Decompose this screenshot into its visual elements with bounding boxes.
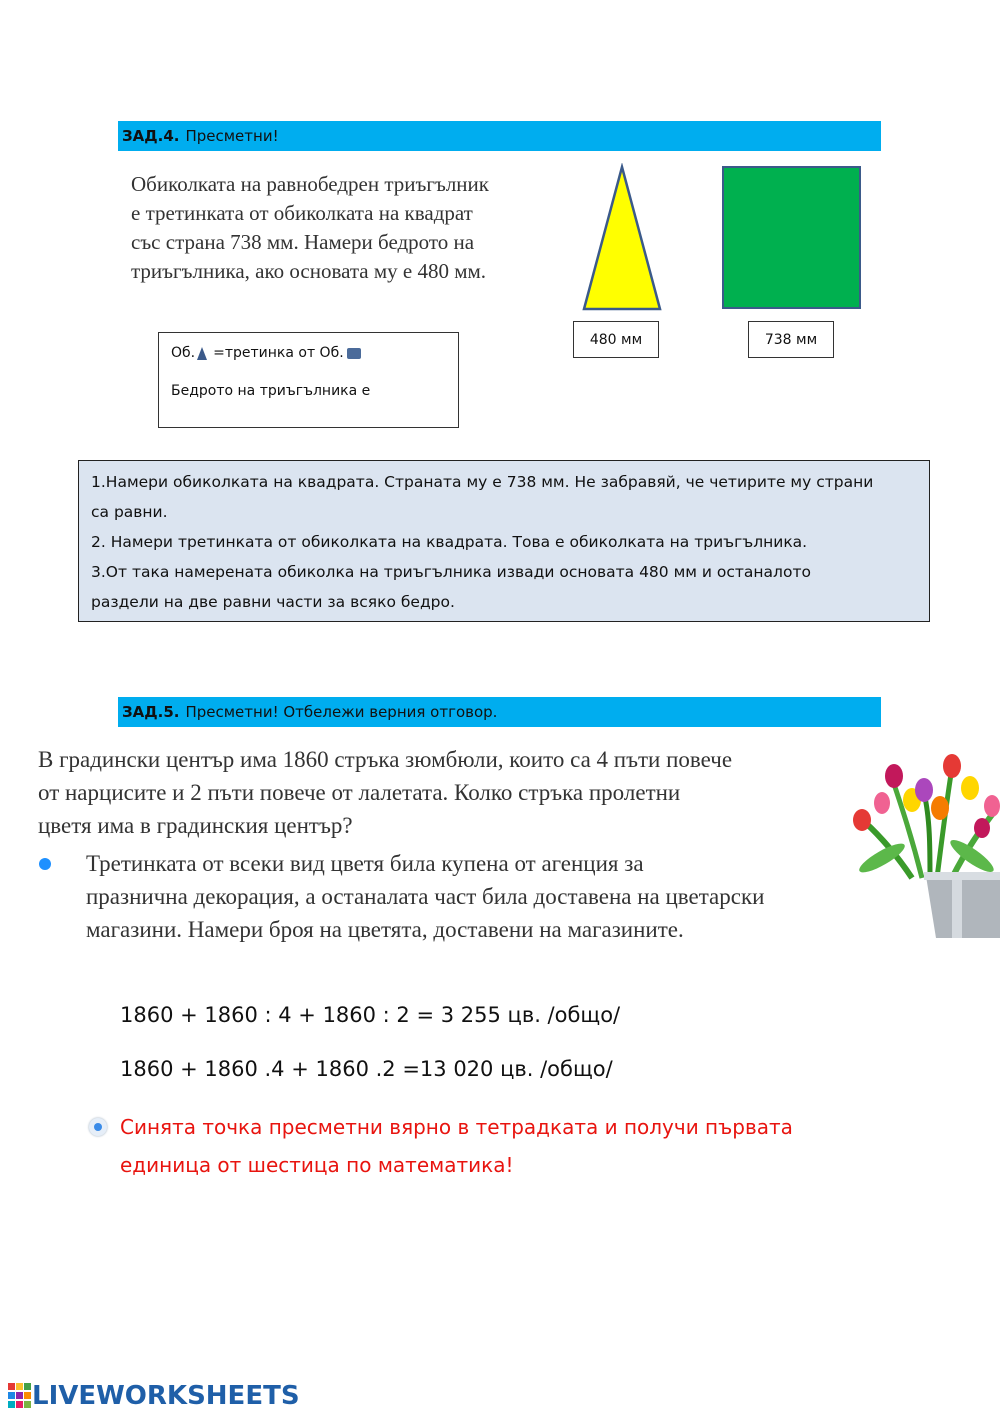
task4-problem [131,170,561,286]
footer-brand[interactable] [8,1380,300,1412]
task5-problem [38,743,898,842]
task5-problem-line: В градински център има 1860 стръка зюмбюли, които са 4 пъти повече [38,747,733,772]
bullet-line: Третинката от всеки вид цветя била купена от агенция за [86,851,644,876]
square-figure [722,166,861,309]
bullet-line: празнична декорация, а останалата част била доставена на цветарски [86,884,765,909]
task5-problem-line: цветя има в градинския център? [38,813,353,838]
footer-brand-text: LIVEWORKSHEETS [32,1381,300,1411]
answer-prefix: Об. [171,345,196,361]
task4-answer-box[interactable] [158,332,459,428]
hint-line: са равни. [91,503,168,521]
triangle-icon [197,347,207,360]
hint-line: 1.Намери обиколката на квадрата. Страната му е 738 мм. Не забравяй, че четирите му страни [91,473,874,491]
hint-line: 2. Намери третинката от обиколката на квадрата. Това е обиколката на триъгълника. [91,533,808,551]
task5-problem-line: от нарцисите и 2 пъти повече от лалетата. Колко стръка пролетни [38,780,681,805]
square-side-label: 738 мм [748,321,834,358]
hint-line: 3.От така намерената обиколка на триъгълника извади основата 480 мм и останалото [91,563,811,581]
red-note-line: единица от шестица по математика! [120,1153,514,1177]
task5-bullet-text [86,847,906,946]
task4-problem-line: е третинката от обиколката на квадрат [131,201,473,225]
answer-middle: =третинка от Об. [213,345,344,361]
triangle-base-label: 480 мм [573,321,659,358]
task4-problem-line: Обиколката на равнобедрен триъгълник [131,172,489,196]
radio-dot-icon[interactable] [89,1118,107,1136]
task4-header [118,121,881,151]
task5-header [118,697,881,727]
triangle-figure [580,163,664,313]
blue-bullet-dot [39,858,51,870]
hint-line: раздели на две равни части за всяко бедро. [91,593,455,611]
task4-number: ЗАД.4. [122,127,180,145]
task4-heading: Пресметни! [185,127,279,145]
equation-option-1[interactable]: 1860 + 1860 : 4 + 1860 : 2 = 3 255 цв. /общо/ [120,1003,621,1027]
task4-hint-box [78,460,930,622]
task4-problem-line: със страна 738 мм. Намери бедрото на [131,230,475,254]
tulips-in-bucket-icon [852,748,1000,940]
equation-option-2[interactable]: 1860 + 1860 .4 + 1860 .2 =13 020 цв. /общо/ [120,1057,613,1081]
task4-problem-line: триъгълника, ако основата му е 480 мм. [131,259,487,283]
bullet-line: магазини. Намери броя на цветята, доставени на магазините. [86,917,684,942]
red-note [120,1108,880,1184]
square-icon [347,348,361,359]
red-note-line: Синята точка пресметни вярно в тетрадката и получи първата [120,1115,793,1139]
liveworksheets-logo-icon [8,1383,32,1409]
task5-heading: Пресметни! Отбележи верния отговор. [185,703,498,721]
answer-line2: Бедрото на триъгълника е [171,383,371,399]
isosceles-triangle [584,167,660,309]
task5-number: ЗАД.5. [122,703,180,721]
